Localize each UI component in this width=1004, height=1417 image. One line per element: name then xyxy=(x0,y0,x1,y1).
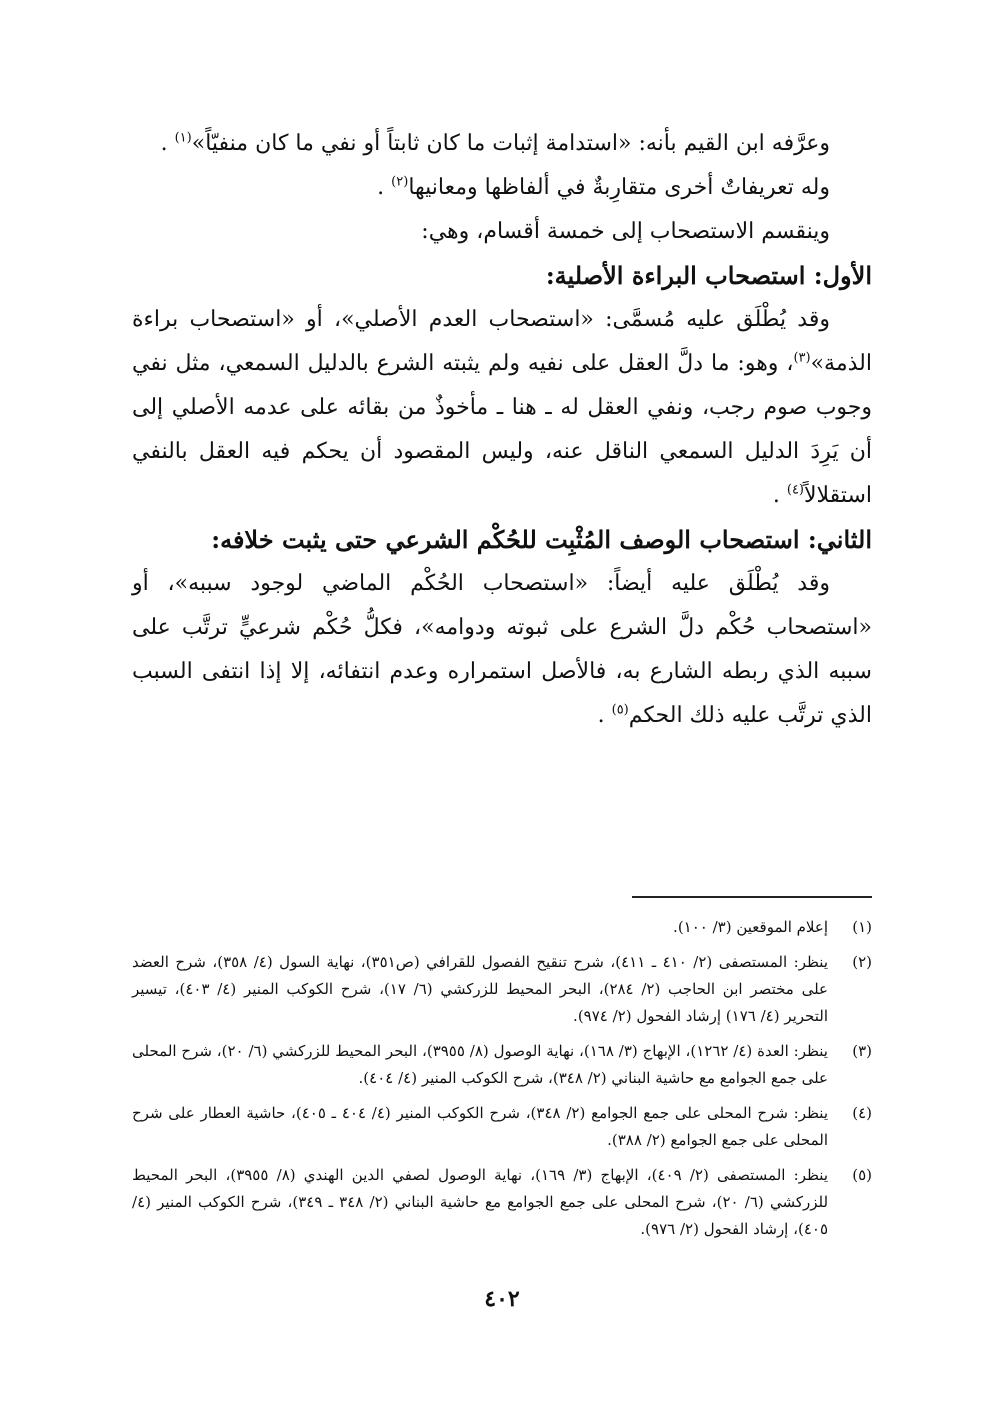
paragraph-original-innocence xyxy=(132,298,872,518)
footnote-separator xyxy=(632,896,872,898)
paragraph-ibn-qayyim-definition xyxy=(132,122,872,166)
footnote-3 xyxy=(132,1038,872,1092)
paragraph-text: وعرَّفه ابن القيم بأنه: «استدامة إثبات ما كان ثابتاً أو نفي ما كان منفيّاً» xyxy=(191,131,830,156)
main-text xyxy=(132,122,872,738)
footnote-text: إعلام الموقعين (٣/ ١٠٠). xyxy=(673,918,828,936)
paragraph-other-definitions xyxy=(132,166,872,210)
paragraph-text: وينقسم الاستصحاب إلى خمسة أقسام، وهي: xyxy=(421,219,830,244)
paragraph-end: . xyxy=(597,703,605,728)
footnote-ref-1: (١) xyxy=(174,130,192,146)
footnotes xyxy=(132,906,872,1243)
paragraph-text: وله تعريفاتٌ أخرى متقارِبةٌ في ألفاظها ومعانيها xyxy=(408,175,830,200)
paragraph-text: وقد يُطْلَق عليه مُسمَّى: «استصحاب العدم الأصلي»، أو «استصحاب براءة الذمة» xyxy=(132,307,872,376)
footnote-4 xyxy=(132,1100,872,1154)
footnote-2 xyxy=(132,949,872,1030)
footnote-ref-2: (٢) xyxy=(391,174,409,190)
footnote-text: ينظر: المستصفى (٢/ ٤١٠ ـ ٤١١)، شرح تنقيح الفصول للقرافي (ص٣٥١)، نهاية السول (٤/ ٣٥٨)، شرح العضد على مختصر ابن الحاجب (٢/ ٢٨٤)، البحر المحيط للزركشي (٦/ ١٧)، شرح الكوكب المنير (٤/ ٤٠٣)، تيسير التحرير (٤/ ١٧٦) إرشاد الفحول (٢/ ٩٧٤). xyxy=(132,953,828,1025)
footnote-ref-4: (٤) xyxy=(786,482,804,498)
footnote-number: (١) xyxy=(852,918,872,936)
footnote-text: ينظر: العدة (٤/ ١٢٦٢)، الإبهاج (٣/ ١٦٨)، نهاية الوصول (٨/ ٣٩٥٥)، البحر المحيط للزركشي (٦/ ٢٠)، شرح المحلى على جمع الجوامع مع حاشية البناني (٢/ ٣٤٨)، شرح الكوكب المنير (٤/ ٤٠٤). xyxy=(132,1042,828,1087)
heading-second-type: الثاني: استصحاب الوصف المُثْبِت للحُكْم الشرعي حتى يثبت خلافه: xyxy=(211,525,872,554)
paragraph-text: وقد يُطْلَق عليه أيضاً: «استصحاب الحُكْم الماضي لوجود سببه»، أو «استصحاب حُكْم دلَّ الشرع على ثبوته ودوامه»، فكلُّ حُكْم شرعيٍّ ترتَّب على سببه الذي ربطه الشارع به، فالأصل استمراره وعدم انتفائه، إلا إذا انتفى السبب الذي ترتَّب عليه ذلك الحكم xyxy=(132,571,872,728)
paragraph-end: . xyxy=(160,131,168,156)
footnote-number: (٣) xyxy=(852,1042,872,1060)
footnote-number: (٤) xyxy=(852,1104,872,1122)
footnote-number: (٥) xyxy=(852,1166,872,1184)
footnote-text: ينظر: المستصفى (٢/ ٤٠٩)، الإبهاج (٣/ ١٦٩)، نهاية الوصول لصفي الدين الهندي (٨/ ٣٩٥٥)، البحر المحيط للزركشي (٦/ ٢٠)، شرح المحلى على جمع الجوامع مع حاشية البناني (٢/ ٣٤٨ ـ ٣٤٩)، شرح الكوكب المنير (٤/ ٤٠٥)، إرشاد الفحول (٢/ ٩٧٦). xyxy=(132,1166,829,1238)
footnote-5 xyxy=(132,1162,872,1243)
page-number: ٤٠٢ xyxy=(484,1286,520,1312)
footnote-text: ينظر: شرح المحلى على جمع الجوامع (٢/ ٣٤٨)، شرح الكوكب المنير (٤/ ٤٠٤ ـ ٤٠٥)، حاشية العطار على شرح المحلى على جمع الجوامع (٢/ ٣٨٨). xyxy=(132,1104,829,1149)
paragraph-text-continued: ، وهو: ما دلَّ العقل على نفيه ولم يثبته الشرع بالدليل السمعي، مثل نفي وجوب صوم رجب، ونفي العقل له ـ هنا ـ مأخوذٌ من بقائه على عدمه الأصلي إلى أن يَرِدَ الدليل السمعي الناقل عنه، وليس المقصود أن يحكم فيه العقل بالنفي استقلالاً xyxy=(132,351,872,508)
footnote-1 xyxy=(132,914,872,941)
footnote-number: (٢) xyxy=(852,953,872,971)
paragraph-ruling-description xyxy=(132,562,872,738)
heading-first-type: الأول: استصحاب البراءة الأصلية: xyxy=(545,261,872,290)
footnote-ref-3: (٣) xyxy=(793,350,811,366)
paragraph-end: . xyxy=(377,175,385,200)
paragraph-end: . xyxy=(772,483,780,508)
paragraph-five-types xyxy=(132,210,872,254)
footnote-ref-5: (٥) xyxy=(611,702,629,718)
